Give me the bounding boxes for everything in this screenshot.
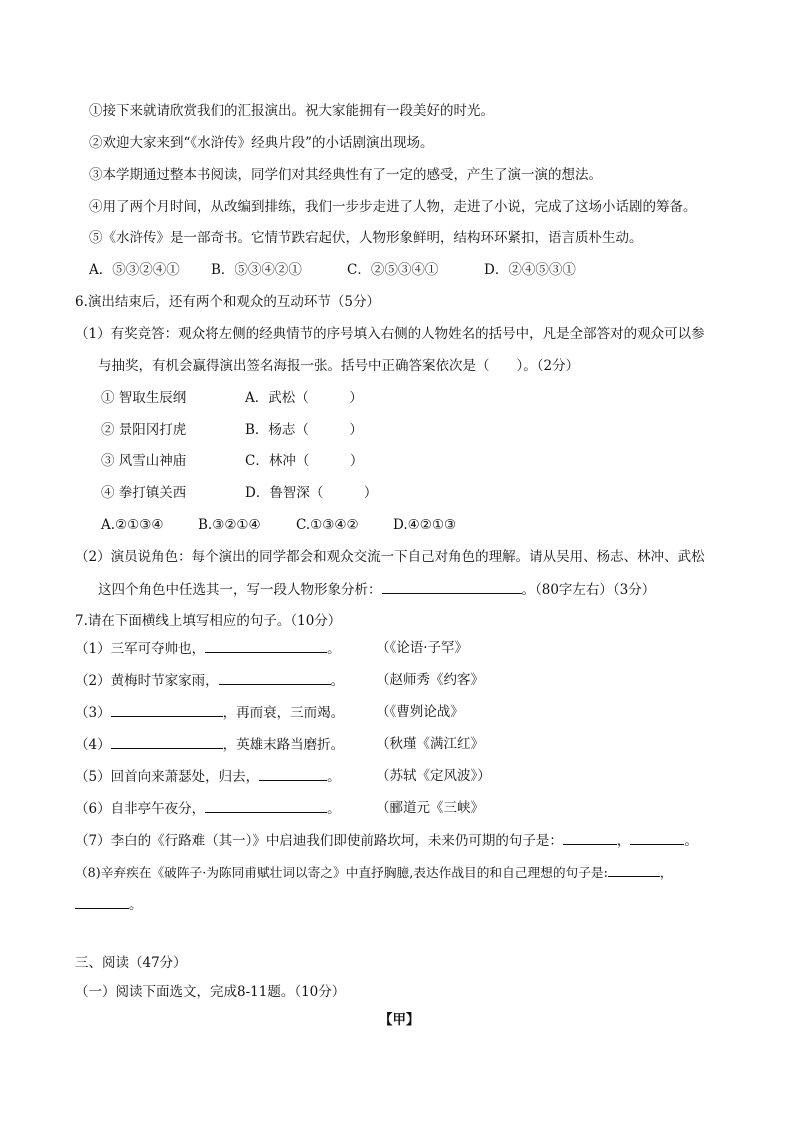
q7-row-2-suffix: 。: [330, 673, 345, 689]
q7-row-6-suffix: 。: [327, 801, 341, 817]
q6-option-c: C.①③④②: [296, 517, 359, 533]
q6-part2-line1: （2）演员说角色：每个演出的同学都会和观众交流一下自己对角色的理解。请从吴用、杨志、林冲、武松: [75, 549, 705, 565]
answer-blank[interactable]: [111, 734, 223, 749]
q7-row-2-source: （赵师秀《约客》: [376, 672, 484, 688]
sentence-2: ②欢迎大家来到“《水浒传》经典片段”的小话剧演出现场。: [89, 135, 434, 151]
q7-row-6-source: （郦道元《三峡》: [376, 800, 484, 816]
q7-row-3: [75, 702, 344, 723]
q7-row-1-suffix: 。: [327, 641, 341, 657]
q7-row-5-prefix: （5）回首向来萧瑟处，归去，: [75, 769, 260, 785]
answer-blank[interactable]: [608, 862, 660, 877]
q7-row-8-cont: [75, 894, 143, 915]
q7-row-7-prompt: （7）李白的《行路难（其一）》中启迪我们即使前路坎坷，未来仍可期的句子是：: [75, 833, 563, 849]
character-b: B．杨志（ ）: [245, 422, 363, 438]
q7-row-8: [75, 862, 673, 883]
question-6-title: 6.演出结束后，还有两个和观众的互动环节（5分）: [75, 294, 380, 310]
answer-blank[interactable]: [563, 830, 617, 845]
option-d: D．②④⑤③①: [484, 262, 576, 278]
q7-row-5-suffix: 。: [327, 769, 341, 785]
sentence-4: ④用了两个月时间，从改编到排练，我们一步步走进了人物，走进了小说，完成了这场小话剧的筹备。: [89, 199, 697, 215]
q7-row-6-prefix: （6）自非亭午夜分，: [75, 801, 206, 817]
q7-row-5: [75, 766, 341, 787]
q7-row-8-comma: ，: [659, 865, 673, 880]
q7-row-4: [75, 734, 344, 755]
q7-row-2-prefix: （2）黄梅时节家家雨，: [75, 673, 219, 689]
character-d: D．鲁智深（ ）: [245, 485, 378, 501]
q7-row-4-source: （秋瑾《满江红》: [376, 736, 484, 752]
answer-blank[interactable]: [259, 766, 327, 781]
q7-row-7-comma: ，: [616, 833, 631, 849]
answer-blank[interactable]: [75, 894, 129, 909]
q7-row-4-suffix: ，英雄末路当磨折。: [222, 737, 345, 753]
option-a: A．⑤③②④①: [89, 262, 180, 278]
character-c: C．林冲（ ）: [245, 453, 364, 469]
q7-row-1: [75, 638, 341, 659]
q7-row-5-source: （苏轼《定风波》）: [376, 768, 491, 784]
plot-item-2: ② 景阳冈打虎: [101, 422, 187, 438]
q6-part2-line2: [98, 579, 655, 600]
answer-blank[interactable]: [111, 702, 223, 717]
answer-blank[interactable]: [219, 670, 331, 685]
q7-row-3-suffix: ，再而衰，三而竭。: [222, 705, 345, 721]
q6-part1-line2: 与抽奖，有机会赢得演出签名海报一张。括号中正确答案依次是（ ）。（2分）: [98, 358, 580, 374]
q7-row-3-source: （《曹刿论战》: [376, 704, 464, 720]
q7-row-6: [75, 798, 341, 819]
q7-row-8-prompt: （8)辛弃疾在《破阵子·为陈同甫赋壮词以寄之》中直抒胸臆,表达作战目的和自己理想的句子是:: [75, 865, 608, 880]
plot-item-4: ④ 拳打镇关西: [101, 485, 187, 501]
question-7-title: 7.请在下面横线上填写相应的句子。（10分）: [75, 613, 342, 629]
q7-row-4-prefix: （4）: [75, 737, 111, 753]
q7-row-2: [75, 670, 344, 691]
answer-blank[interactable]: [630, 830, 684, 845]
answer-blank[interactable]: [205, 638, 327, 653]
answer-blank[interactable]: [382, 579, 522, 594]
plot-item-3: ③ 风雪山神庙: [101, 453, 187, 469]
q7-row-8-end: 。: [129, 897, 143, 913]
plot-item-1: ① 智取生辰纲: [101, 390, 187, 406]
q6-part2-suffix: 。（80字左右）（3分）: [521, 582, 656, 598]
q7-row-7-end: 。: [684, 833, 698, 849]
answer-blank[interactable]: [205, 798, 327, 813]
q7-row-1-source: （《论语·子罕》: [376, 640, 469, 656]
section-3-title: 三、阅读（47分）: [75, 955, 187, 971]
q6-option-d: D.④②①③: [393, 517, 457, 533]
sentence-3: ③本学期通过整本书阅读，同学们对其经典性有了一定的感受，产生了演一演的想法。: [89, 167, 602, 183]
character-a: A．武松（ ）: [245, 390, 363, 406]
passage-jia-heading: 【甲】: [379, 1012, 420, 1028]
q6-option-b: B.③②①④: [198, 517, 261, 533]
option-c: C．②⑤③④①: [347, 262, 439, 278]
section-3-subtitle: （一）阅读下面选文，完成8-11题。（10分）: [75, 984, 346, 1000]
q7-row-1-prefix: （1）三军可夺帅也，: [75, 641, 206, 657]
q6-part2-prompt: 这四个角色中任选其一，写一段人物形象分析：: [98, 582, 382, 598]
q6-option-a: A.②①③④: [101, 517, 164, 533]
q7-row-3-prefix: （3）: [75, 705, 111, 721]
q7-row-7: [75, 830, 698, 851]
option-b: B．⑤③④②①: [211, 262, 302, 278]
sentence-5: ⑤《水浒传》是一部奇书。它情节跌宕起伏，人物形象鲜明，结构环环紧扣，语言质朴生动。: [89, 230, 643, 246]
sentence-1: ①接下来就请欣赏我们的汇报演出。祝大家能拥有一段美好的时光。: [89, 103, 494, 119]
q6-part1-line1: （1）有奖竞答：观众将左侧的经典情节的序号填入右侧的人物姓名的括号中，凡是全部答对的观众可以参: [75, 326, 705, 342]
